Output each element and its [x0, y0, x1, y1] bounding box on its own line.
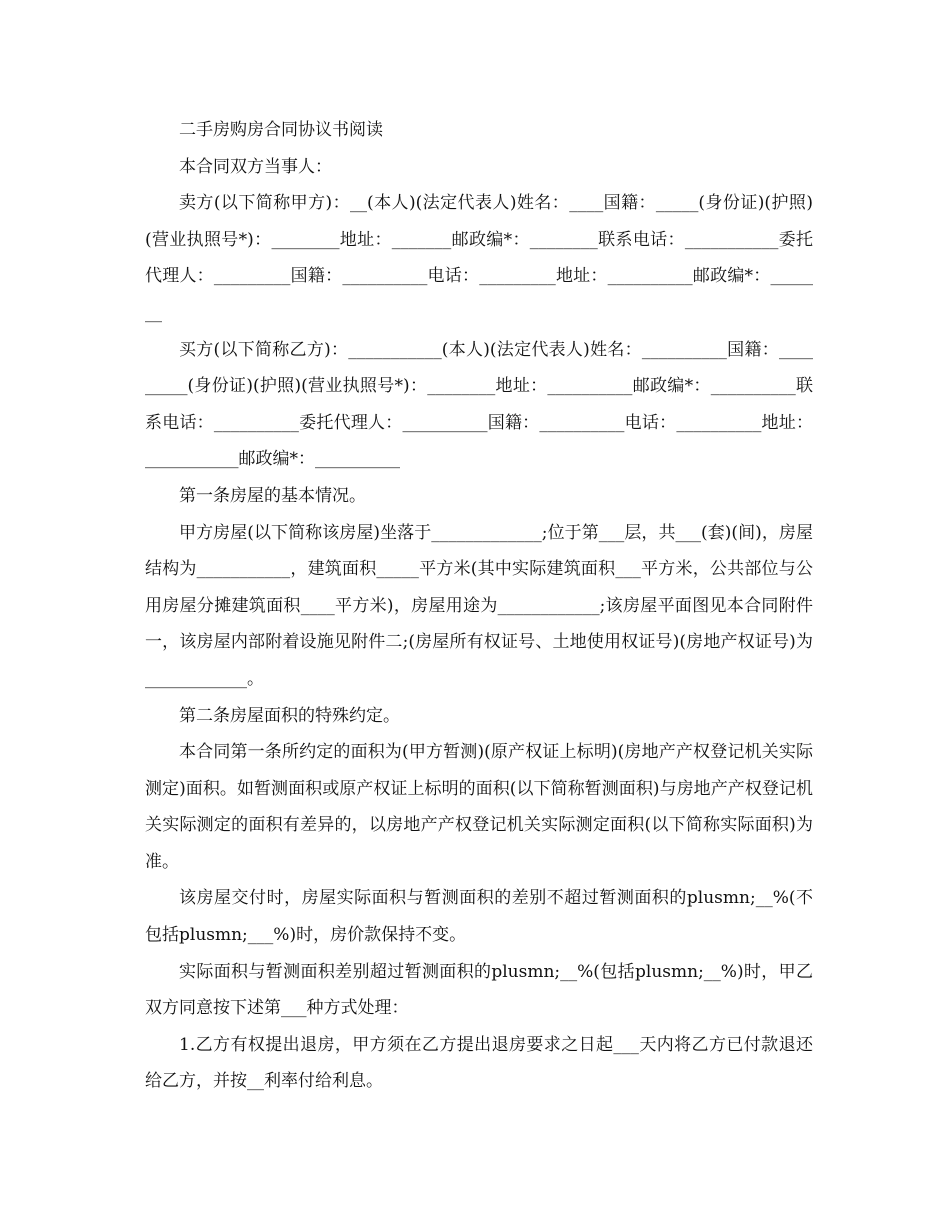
paragraph-area-exceed: 实际面积与暂测面积差别超过暂测面积的plusmn;__%(包括plusmn;__%)时，甲乙双方同意按下述第___种方式处理：: [145, 961, 813, 1019]
paragraph-parties: 本合同双方当事人：: [179, 156, 332, 177]
paragraph-seller: 卖方(以下简称甲方)：__(本人)(法定代表人)姓名：____国籍：_____(身份证)(护照)(营业执照号*)：________地址：_______邮政编*：________联系电话：___________委托代理人：_________国籍：__________电话：_________地址：__________邮政编*：_______: [145, 193, 813, 323]
paragraph-area-tolerance: 该房屋交付时，房屋实际面积与暂测面积的差别不超过暂测面积的plusmn;__%(不包括plusmn;___%)时，房价款保持不变。: [145, 888, 813, 946]
paragraph-buyer: 买方(以下简称乙方)：___________(本人)(法定代表人)姓名：__________国籍：_________(身份证)(护照)(营业执照号*)：________地址：__________邮政编*：__________联系电话：__________委托代理人：__________国籍：__________电话：__________地址：___________邮政编*：__________: [145, 339, 813, 470]
paragraph-area-definition: 本合同第一条所约定的面积为(甲方暂测)(原产权证上标明)(房地产产权登记机关实际测定)面积。如暂测面积或原产权证上标明的面积(以下简称暂测面积)与房地产产权登记机关实际测定的面积有差异的，以房地产产权登记机关实际测定面积(以下简称实际面积)为准。: [145, 742, 813, 872]
paragraph-house-info: 甲方房屋(以下简称该房屋)坐落于_____________;位于第___层，共___(套)(间)，房屋结构为___________，建筑面积_____平方米(其中实际建筑面积___平方米，公共部位与公用房屋分摊建筑面积____平方米)，房屋用途为____________;该房屋平面图见本合同附件一，该房屋内部附着设施见附件二;(房屋所有权证号、土地使用权证号)(房地产权证号)为____________。: [145, 522, 813, 689]
heading-article-1: 第一条房屋的基本情况。: [179, 485, 366, 506]
heading-article-2: 第二条房屋面积的特殊约定。: [179, 705, 400, 726]
document-body: [145, 112, 813, 1100]
document-title: 二手房购房合同协议书阅读: [179, 120, 383, 140]
paragraph-option-1: 1.乙方有权提出退房，甲方须在乙方提出退房要求之日起___天内将乙方已付款退还给乙方，并按__利率付给利息。: [145, 1034, 813, 1092]
